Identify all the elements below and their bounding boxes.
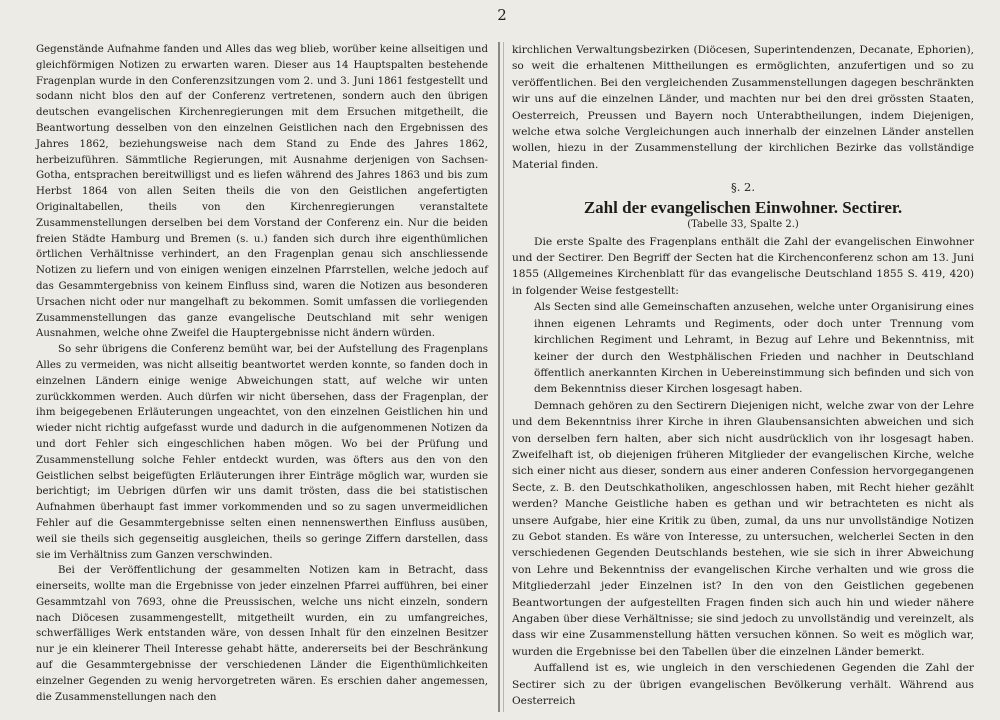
definition-quote: Als Secten sind alle Gemeinschaften anzusehen, welche unter Organisirung eines ihnen eigenen Lehramts und Regiments, oder doch unter Trennung vom kirchlichen Regiment und Lehramt, in Bezug auf Lehre und Bekenntniss, mit keiner der durch den Westphälischen Frieden und nachher in Deutschland öffentlich anerkannten Kirchen in Uebereinstimmung sich befinden und sich von dem Bekenntniss dieser Kirchen losgesagt haben. — [534, 301, 974, 396]
section-subtitle: (Tabelle 33, Spalte 2.) — [687, 218, 799, 230]
right-paragraph-3: Demnach gehören zu den Sectirern Diejenigen nicht, welche zwar von der Lehre und dem Bekenntniss ihrer Kirche in ihren Glaubensansichten abweichen und sich von derselben fern halten, aber sich nicht ausdrücklich von ihr losgesagt haben. Zweifelhaft ist, ob diejenigen früheren Mitglieder der evangelischen Kirche, welche sich einer nicht aus dieser, sondern aus einer anderen Confession hervorgegangenen Secte, z. B. den Deutschkatholiken, angeschlossen haben, mit Recht hieher gezählt werden? Manche Geistliche haben es gethan und wir betrachteten es nicht als unsere Aufgabe, hier eine Kritik zu üben, zumal, da uns nur unvollständige Notizen zu Gebot standen. Es wäre von Interesse, zu untersuchen, welcherlei Secten in den verschiedenen Gegenden Deutschlands bestehen, wie sie sich in ihrer Abweichung von Lehre und Bekenntniss der evangelischen Kirche verhalten und wie gross die Mitgliederzahl jeder Einzelnen ist? In den von den Geistlichen gegebenen Beantwortungen der aufgestellten Fragen finden sich auch hin und wieder nähere Angaben über diese Verhältnisse; sie sind jedoch zu unvollständig und vereinzelt, als dass wir eine Zusammenstellung hätten versuchen können. So weit es möglich war, wurden die Ergebnisse bei den Tabellen über die einzelnen Länder bemerkt. — [512, 399, 974, 658]
right-column — [512, 42, 974, 709]
right-paragraph-2: Die erste Spalte des Fragenplans enthält die Zahl der evangelischen Einwohner und der Sectirer. Den Begriff der Secten hat die Kirchenconferenz schon am 13. Juni 1855 (Allgemeines Kirchenblatt für das evangelische Deutschland 1855 S. 419, 420) in folgender Weise festgestellt: — [512, 235, 974, 297]
column-divider — [498, 42, 500, 712]
left-paragraph-3: Bei der Veröffentlichung der gesammelten Notizen kam in Betracht, dass einerseits, wollte man die Ergebnisse von jeder einzelnen Pfarrei aufführen, bei einer Gesammtzahl von 7693, ohne die Preussischen, welche uns nicht einzeln, sondern nach Diöcesen zusammengestellt, mitgetheilt wurden, ein zu umfangreiches, schwerfälliges Werk entstanden wäre, von dessen Inhalt für den einzelnen Besitzer nur je ein kleinerer Theil Interesse gehabt hätte, andererseits bei der Beschränkung auf die Gesammtergebnisse der verschiedenen Länder die Eigenthümlichkeiten einzelner Gegenden zu wenig hervorgetreten wären. Es erschien daher angemessen, die Zusammenstellungen nach den — [36, 565, 488, 703]
right-paragraph-1: kirchlichen Verwaltungsbezirken (Diöcesen, Superintendenzen, Decanate, Ephorien), so weit die erhaltenen Mittheilungen es ermöglichten, anzufertigen und so zu veröffentlichen. Bei den vergleichenden Zusammenstellungen dagegen beschränkten wir uns auf die einzelnen Länder, und machten nur bei den drei grössten Staaten, Oesterreich, Preussen und Bayern noch Unterabtheilungen, indem Diejenigen, welche etwa solche Vergleichungen auch innerhalb der einzelnen Länder anstellen wollen, hiezu in der Zusammenstellung der kirchlichen Bezirke das vollständige Material finden. — [512, 44, 974, 171]
section-title: Zahl der evangelischen Einwohner. Sectirer. — [583, 197, 903, 217]
section-number: §. 2. — [730, 180, 756, 195]
column-divider-shadow — [503, 42, 504, 712]
left-paragraph-1: Gegenstände Aufnahme fanden und Alles das weg blieb, worüber keine allseitigen und gleichförmigen Notizen zu erwarten waren. Dieser aus 14 Hauptspalten bestehende Fragenplan wurde in den Conferenzsitzungen vom 2. und 3. Juni 1861 festgestellt und sodann nicht blos den auf der Conferenz vertretenen, sondern auch den übrigen deutschen evangelischen Kirchenregierungen mit dem Ersuchen mitgetheilt, die Beantwortung desselben von den einzelnen Geistlichen nach den Ergebnissen des Jahres 1862, beziehungsweise nach dem Stand zu Ende des Jahres 1862, herbeizuführen. Sämmtliche Regierungen, mit Ausnahme derjenigen von Sachsen-Gotha, entsprachen bereitwilligst und es liefen während des Jahres 1863 und bis zum Herbst 1864 von allen Seiten theils die von den Geistlichen angefertigten Originaltabellen, theils von den Kirchenregierungen veranstaltete Zusammenstellungen derselben bei dem Vorstand der Conferenz ein. Nur die beiden freien Städte Hamburg und Bremen (s. u.) fanden sich durch ihre eigenthümlichen örtlichen Verhältnisse verhindert, an den Fragenplan genau sich anschliessende Notizen zu liefern und von einigen wenigen einzelnen Pfarrstellen, welche jedoch auf das Gesammtergebniss von keinem Einfluss sind, waren die Notizen aus besonderen Ursachen nicht oder nur mangelhaft zu bekommen. Somit umfassen die vorliegenden Zusammenstellungen das ganze evangelische Deutschland mit sehr wenigen Ausnahmen, welche ohne Zweifel die Hauptergebnisse nicht ändern würden. — [36, 44, 488, 340]
left-column — [36, 42, 488, 705]
left-paragraph-2: So sehr übrigens die Conferenz bemüht war, bei der Aufstellung des Fragenplans Alles zu vermeiden, was nicht allseitig beantwortet werden konnte, so fanden doch in einzelnen Ländern einige wenige Abweichungen statt, auf welche wir unten zurückkommen werden. Auch dürfen wir nicht übersehen, dass der Fragenplan, der ihm beigegebenen Erläuterungen ungeachtet, von den einzelnen Geistlichen hin und wieder nicht richtig aufgefasst wurde und dadurch in die aufgenommenen Notizen da und dort Fehler sich eingeschlichen haben mögen. Wo bei der Prüfung und Zusammenstellung solche Fehler entdeckt wurden, was öfters aus den von den Geistlichen selbst beigefügten Erläuterungen ihrer Einträge möglich war, wurden sie berichtigt; im Uebrigen dürfen wir uns damit trösten, dass die bei statistischen Aufnahmen überhaupt fast immer vorkommenden und so zu sagen unvermeidlichen Fehler auf die Gesammtergebnisse selten einen nennenswerthen Einfluss ausüben, weil sie theils sich gegenseitig ausgleichen, theils so geringe Ziffern darstellen, dass sie im Verhältniss zum Ganzen verschwinden. — [36, 344, 488, 561]
right-paragraph-4: Auffallend ist es, wie ungleich in den verschiedenen Gegenden die Zahl der Sectirer sich zu der übrigen evangelischen Bevölkerung verhält. Während aus Oesterreich — [512, 662, 974, 708]
page-number: 2 — [497, 6, 507, 24]
